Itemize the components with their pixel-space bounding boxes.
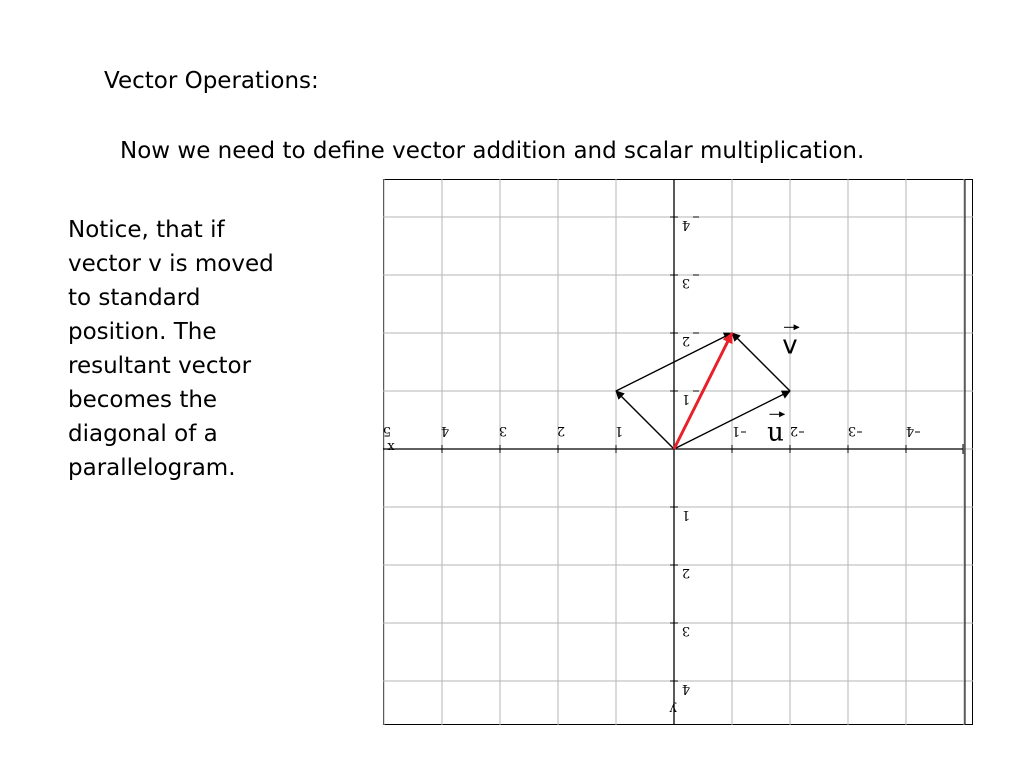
vector-label-u: u	[767, 417, 784, 448]
x-tick-label: 3	[847, 423, 857, 438]
coordinate-graph	[383, 179, 973, 725]
x-tick-label: 1	[731, 423, 741, 438]
grid	[383, 179, 973, 725]
notice-text: Notice, that if vector v is moved to standard position. The resultant vector becomes the diagonal of a parallelogram.	[68, 217, 274, 481]
graph-border	[384, 180, 973, 725]
y-axis-label: y	[669, 701, 677, 716]
y-tick-label: 3	[681, 275, 691, 290]
y-tick-label: 1	[681, 391, 691, 406]
x-tick-label: 4	[440, 423, 450, 438]
axes	[383, 179, 965, 725]
vector-v-moved	[732, 333, 790, 391]
y-tick-label: 1	[681, 507, 691, 522]
graph-canvas	[383, 179, 973, 725]
x-axis-label: x	[387, 439, 395, 454]
y-tick-label: 4	[681, 217, 691, 232]
slide-subheading: Now we need to define vector addition and scalar multiplication.	[120, 138, 865, 164]
vector-v-standard	[616, 391, 674, 449]
y-tick-label: 4	[681, 681, 691, 696]
y-tick-label: 2	[681, 333, 691, 348]
x-tick-label: 4	[905, 423, 915, 438]
x-tick-label: 1	[614, 423, 624, 438]
tick-labels	[383, 217, 920, 716]
y-tick-label: 2	[681, 565, 691, 580]
x-tick-label: 2	[789, 423, 799, 438]
slide-heading: Vector Operations:	[104, 68, 319, 94]
x-tick-label: 5	[383, 423, 392, 438]
vector-label-v: v	[782, 330, 798, 361]
x-tick-label: 3	[498, 423, 508, 438]
x-tick-label: 2	[556, 423, 566, 438]
y-tick-label: 3	[681, 623, 691, 638]
